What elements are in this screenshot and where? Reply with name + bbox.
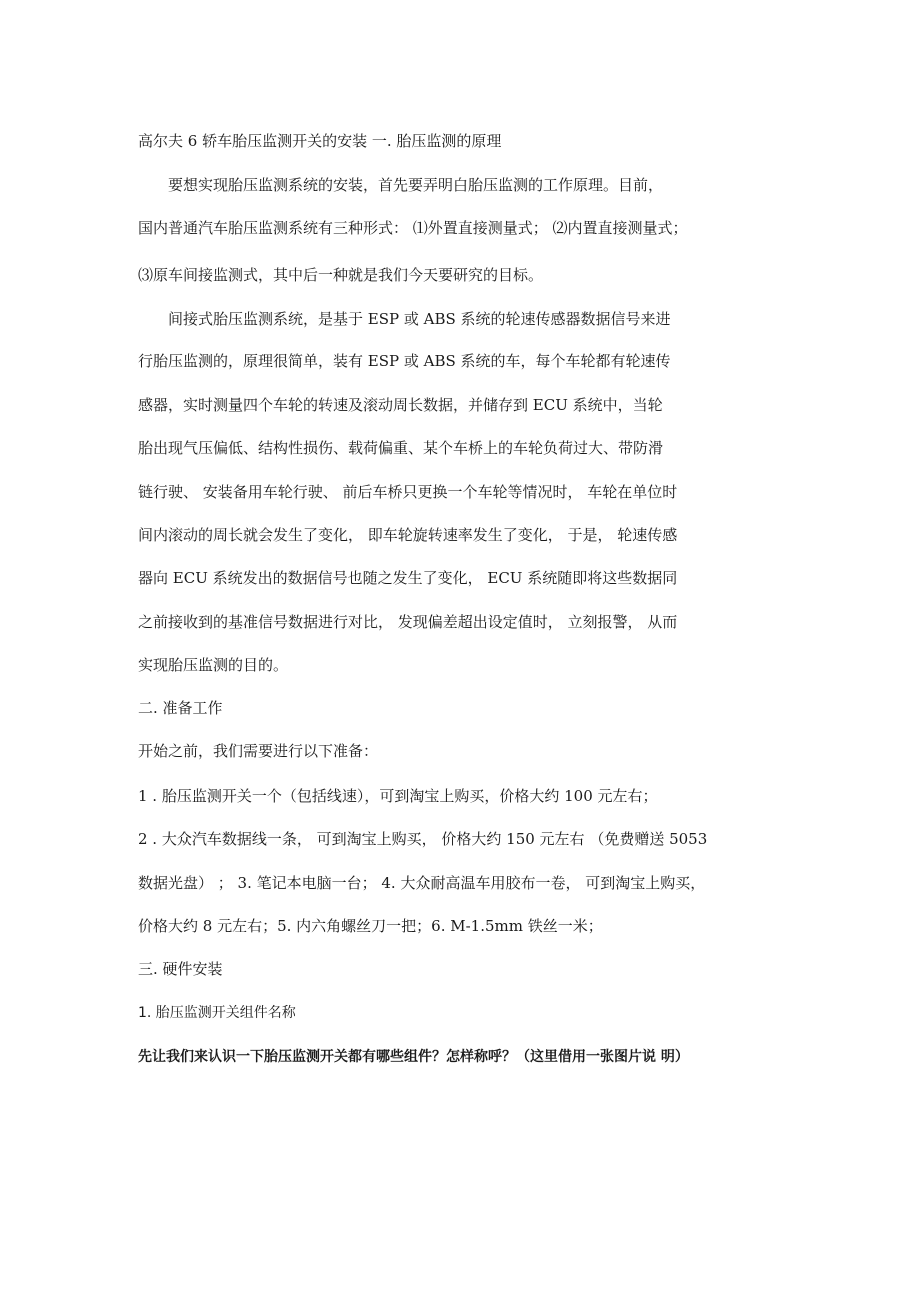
list-item: 数据光盘） ； 3. 笔记本电脑一台； 4. 大众耐高温车用胶布一卷， 可到淘宝上购买， — [138, 874, 706, 892]
section-heading: 二. 准备工作 — [138, 699, 223, 717]
paragraph-line: 实现胎压监测的目的。 — [138, 656, 289, 674]
paragraph-line: 国内普通汽车胎压监测系统有三种形式： ⑴外置直接测量式； ⑵内置直接测量式； — [138, 219, 688, 237]
document-title: 高尔夫 6 轿车胎压监测开关的安装 一. 胎压监测的原理 — [138, 132, 502, 150]
paragraph-line: 链行驶、 安装备用车轮行驶、 前后车桥只更换一个车轮等情况时， 车轮在单位时 — [138, 483, 678, 501]
paragraph-line: 间接式胎压监测系统，是基于 ESP 或 ABS 系统的轮速传感器数据信号来进 — [168, 310, 671, 328]
list-item: 1 . 胎压监测开关一个（包括线速），可到淘宝上购买，价格大约 100 元左右； — [138, 787, 658, 805]
paragraph-line: 之前接收到的基准信号数据进行对比， 发现偏差超出设定值时， 立刻报警， 从而 — [138, 613, 678, 631]
subsection-heading: 1. 胎压监测开关组件名称 — [138, 1005, 296, 1021]
bold-paragraph: 先让我们来认识一下胎压监测开关都有哪些组件？怎样称呼？（这里借用一张图片说 明） — [138, 1049, 689, 1065]
paragraph-line: 要想实现胎压监测系统的安装，首先要弄明白胎压监测的工作原理。目前， — [168, 176, 664, 194]
paragraph-line: 器向 ECU 系统发出的数据信号也随之发生了变化， ECU 系统随即将这些数据同 — [138, 569, 678, 587]
paragraph-line: 感器，实时测量四个车轮的转速及滚动周长数据，并储存到 ECU 系统中，当轮 — [138, 396, 663, 414]
list-item: 2 . 大众汽车数据线一条， 可到淘宝上购买， 价格大约 150 元左右 （免费赠送 5053 — [138, 830, 708, 848]
paragraph-line: 胎出现气压偏低、结构性损伤、载荷偏重、某个车桥上的车轮负荷过大、带防滑 — [138, 439, 664, 457]
section-heading: 三. 硬件安装 — [138, 960, 223, 978]
paragraph-line: 开始之前，我们需要进行以下准备： — [138, 742, 379, 760]
list-item: 价格大约 8 元左右；5. 内六角螺丝刀一把；6. M-1.5mm 铁丝一米； — [138, 917, 603, 935]
paragraph-line: ⑶原车间接监测式，其中后一种就是我们今天要研究的目标。 — [138, 266, 544, 284]
paragraph-line: 间内滚动的周长就会发生了变化， 即车轮旋转速率发生了变化， 于是， 轮速传感 — [138, 526, 678, 544]
paragraph-line: 行胎压监测的，原理很简单，装有 ESP 或 ABS 系统的车，每个车轮都有轮速传 — [138, 352, 671, 370]
